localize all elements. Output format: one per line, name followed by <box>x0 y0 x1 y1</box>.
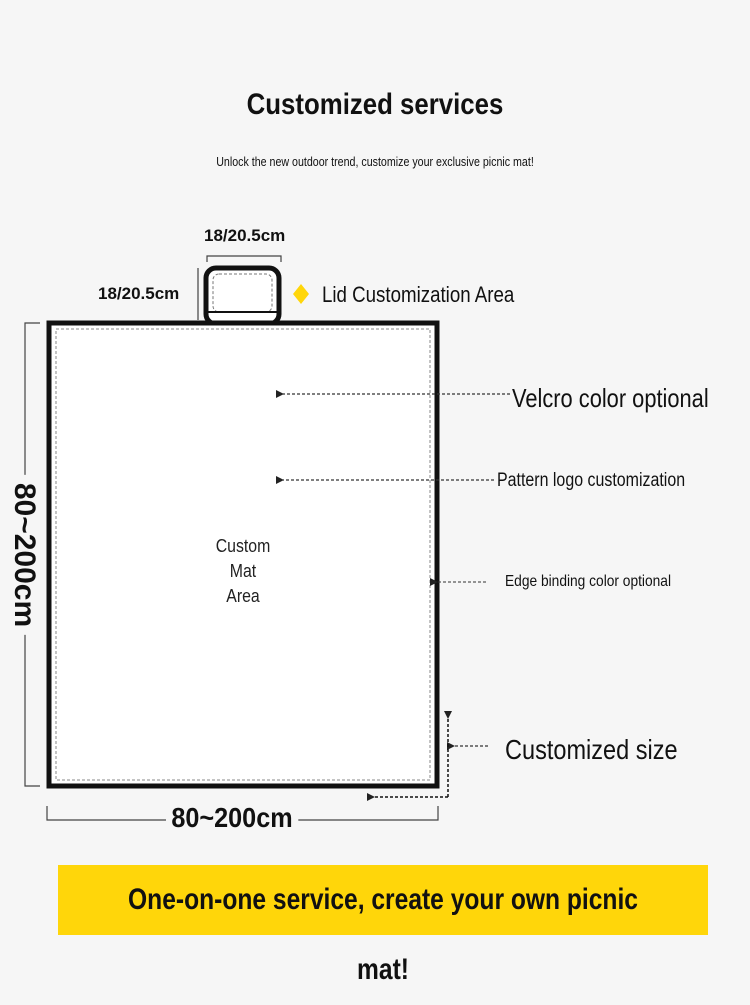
page-title: Customized services <box>246 88 504 121</box>
lid-height-label: 18/20.5cm <box>98 284 180 303</box>
mat-area-line-3: Area <box>226 586 260 606</box>
lid-width-bracket <box>207 256 281 262</box>
lid-pointer-icon <box>293 284 309 304</box>
mat-area-line-1: Custom <box>215 536 271 556</box>
page-subtitle: Unlock the new outdoor trend, customize your exclusive picnic mat! <box>216 154 534 169</box>
velcro-callout: Velcro color optional <box>512 383 709 413</box>
pattern-callout: Pattern logo customization <box>497 470 686 491</box>
lid-flap <box>206 268 279 324</box>
width-label: 80~200cm <box>166 802 298 834</box>
lid-callout-label: Lid Customization Area <box>322 282 515 307</box>
height-label: 80~200cm <box>7 475 41 635</box>
mat-area-label <box>188 534 299 609</box>
lid-width-label: 18/20.5cm <box>204 226 286 245</box>
size-callout: Customized size <box>505 734 678 765</box>
mat-area-line-2: Mat <box>229 561 257 581</box>
edge-callout: Edge binding color optional <box>505 573 672 590</box>
cta-banner-text: One-on-one service, create your own picnic mat! <box>128 883 638 986</box>
